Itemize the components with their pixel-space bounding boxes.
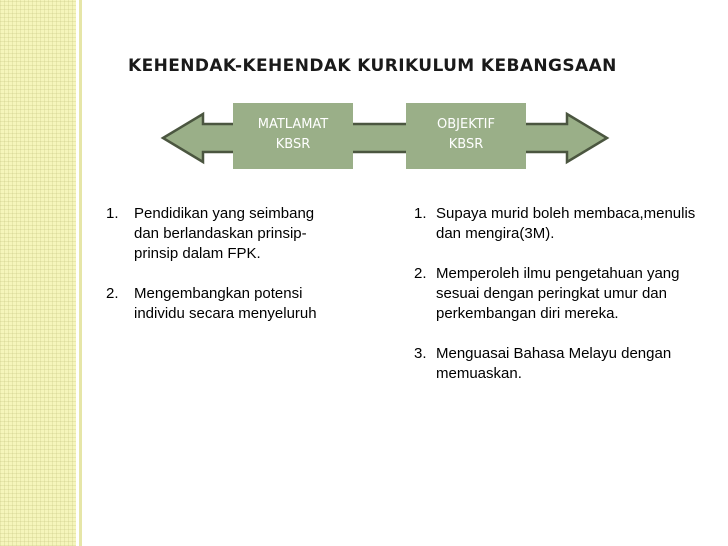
list-item: [414, 264, 719, 324]
objektif-box-line1: OBJEKTIF: [437, 117, 495, 132]
objektif-kbsr-box: [406, 103, 526, 169]
list-item-text: Pendidikan yang seimbang dan berlandaskan prinsip-prinsip dalam FPK.: [134, 205, 315, 262]
list-item-text: Memperoleh ilmu pengetahuan yang sesuai dengan peringkat umur dan perkembangan diri mereka.: [436, 265, 680, 322]
list-item-text: Supaya murid boleh membaca,menulis dan mengira(3M).: [436, 205, 696, 242]
side-strip-edge: [79, 0, 82, 546]
matlamat-list: [106, 204, 331, 324]
list-item-number: 2.: [414, 265, 427, 282]
matlamat-box-line2: KBSR: [275, 137, 311, 152]
matlamat-box-line1: MATLAMAT: [257, 117, 329, 132]
list-item: [106, 284, 331, 324]
list-item-number: 1.: [414, 205, 427, 222]
list-item: [106, 204, 331, 264]
objektif-list: [414, 204, 719, 384]
list-item-number: 1.: [106, 205, 119, 222]
list-item-number: 3.: [414, 345, 427, 362]
list-item-text: Mengembangkan potensi individu secara menyeluruh: [134, 285, 317, 322]
double-arrow-diagram: [160, 100, 610, 176]
slide-title: KEHENDAK-KEHENDAK KURIKULUM KEBANGSAAN: [128, 56, 617, 76]
list-item: [414, 344, 719, 384]
decorative-side-strip: [0, 0, 76, 546]
double-arrow-icon: [160, 100, 610, 176]
list-item: [414, 204, 719, 244]
objektif-box-line2: KBSR: [448, 137, 484, 152]
list-item-number: 2.: [106, 285, 119, 302]
list-item-text: Menguasai Bahasa Melayu dengan memuaskan.: [436, 345, 672, 382]
matlamat-kbsr-box: [233, 103, 353, 169]
